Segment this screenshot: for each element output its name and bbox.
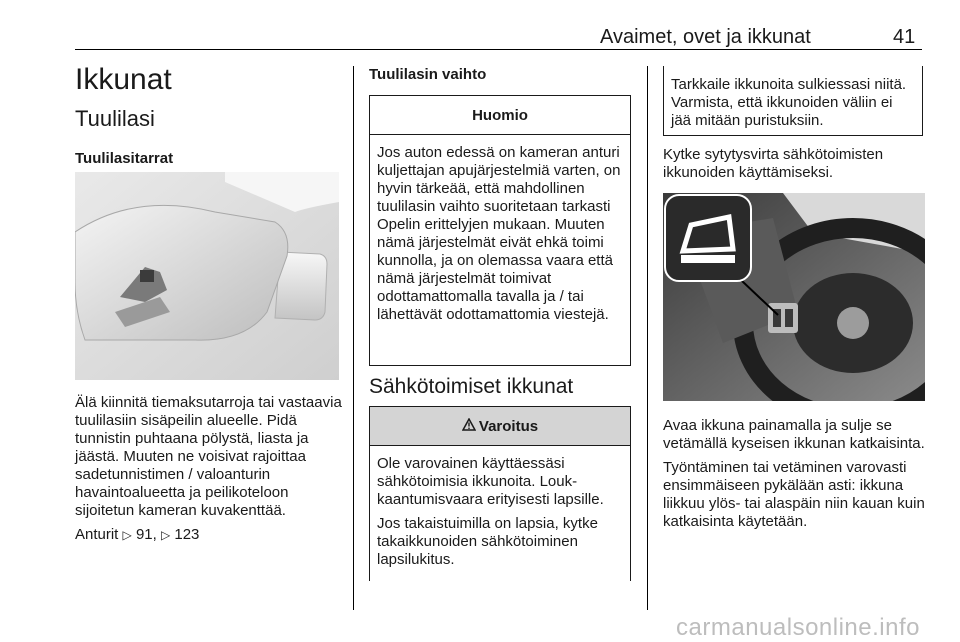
column-divider-2: [647, 66, 648, 610]
window-operation-text: [663, 417, 925, 537]
page-reference-arrow-icon: ▷: [122, 528, 132, 542]
warning-box: [369, 406, 631, 581]
reference-separator: ,: [152, 526, 157, 543]
warning-body: [370, 446, 630, 569]
header-rule: [75, 49, 922, 50]
windshield-sensor-illustration: [75, 172, 339, 380]
warning-header: [370, 407, 630, 446]
window-operation-paragraph-2: Työntäminen tai vetäminen varovasti ensimmäiseen pykälään asti: ikkuna liikkuu ylös- tai alaspäin niin kauan kuin katkaisinta käytetään.: [663, 459, 925, 530]
warning-continuation-box: [663, 66, 923, 136]
section-heading-ikkunat: Ikkunat: [75, 63, 172, 96]
section-heading-power-windows: Sähkötoimiset ikkunat: [369, 375, 574, 398]
warning-paragraph-1: Ole varovainen käyttäessäsi sähkötoimisia ikkunoita. Loukkaantumisvaara erityisesti lapsille.: [377, 455, 604, 508]
warning-continuation-text: Tarkkaile ikkunoita sulkiessasi niitä. Varmista, että ikkunoiden väliin ei jää mitään puristuksiin.: [671, 76, 907, 129]
page-header-title: Avaimet, ovet ja ikkunat: [600, 26, 811, 48]
page-number: 41: [893, 26, 916, 48]
window-operation-paragraph-1: Avaa ikkuna painamalla ja sulje se vetämällä kyseisen ikkunan katkaisinta.: [663, 417, 925, 452]
sensor-reference: [75, 526, 345, 544]
reference-link-91[interactable]: 91: [135, 526, 153, 543]
page-reference-arrow-icon: ▷: [160, 528, 171, 542]
windshield-sticker-text: [75, 394, 345, 550]
ignition-paragraph: [663, 146, 925, 188]
warning-title: Varoitus: [478, 417, 539, 435]
reference-label: Anturit: [75, 526, 119, 543]
reference-link-123[interactable]: 123: [174, 526, 200, 543]
subheading-tuulilasitarrat: Tuulilasitarrat: [75, 150, 174, 167]
warning-triangle-icon: [462, 418, 476, 435]
notice-title: Huomio: [370, 96, 630, 135]
notice-box: [369, 95, 631, 366]
window-switch-illustration: [663, 193, 925, 401]
watermark: carmanualsonline.info: [676, 614, 920, 641]
warning-paragraph-2: Jos takaistuimilla on lapsia, kytke takaikkunoiden sähkötoiminen lapsilukitus.: [377, 515, 598, 568]
notice-text: Jos auton edessä on kameran anturi kuljettajan apujärjestelmiä varten, on hyvin tärkeää, että mahdollinen tuulilasin vaihto suoritetaan tarkasti Opelin erittelyjen mukaan. Muuten nämä järjestelmät eivät ehkä toimi kunnolla, ja on olemassa vaara että nämä järjestelmät toimivat odottamattomalla tavalla ja / tai lähettävät odottamattomia viestejä.: [377, 144, 621, 323]
column-divider-1: [353, 66, 354, 610]
windshield-sticker-paragraph: Älä kiinnitä tiemaksutarroja tai vastaavia tuulilasiin sisäpeilin alueelle. Pidä tunnistin puhtaana pölystä, liasta ja jäästä. Muuten ne voisivat rajoittaa sadetunnistimen / valoanturin havaintoalueetta ja peilikoteloon sijoitetun kameran kuvakenttää.: [75, 394, 342, 519]
ignition-text: Kytke sytytysvirta sähkötoimisten ikkunoiden käyttämiseksi.: [663, 146, 884, 181]
subheading-tuulilasin-vaihto: Tuulilasin vaihto: [369, 66, 487, 83]
subsection-heading-tuulilasi: Tuulilasi: [75, 106, 155, 131]
